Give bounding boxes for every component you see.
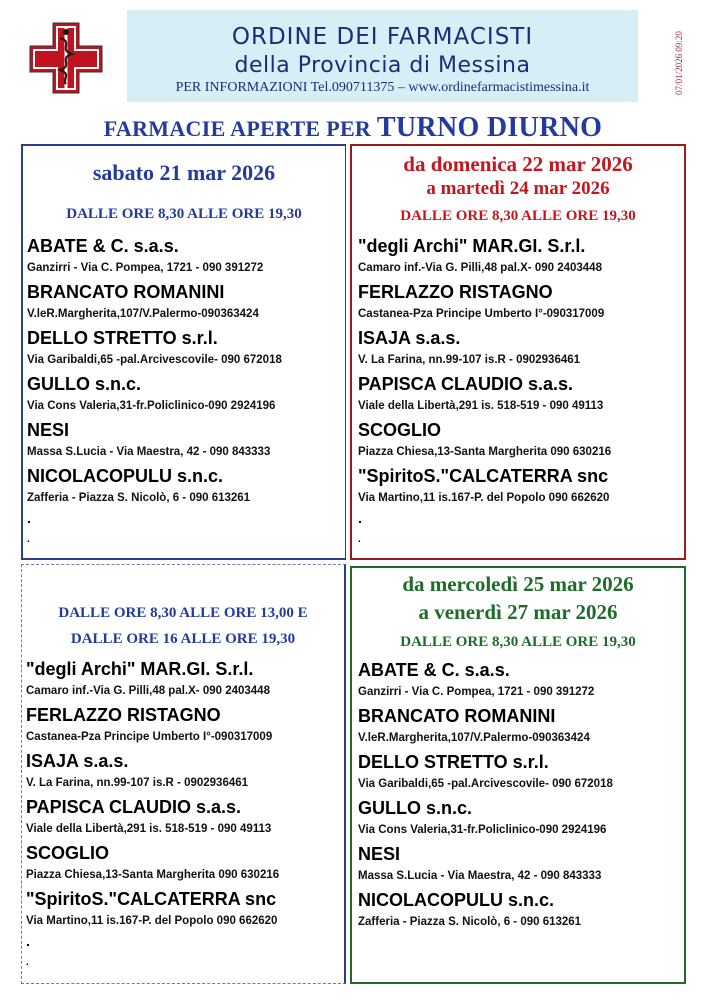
placeholder-dot: . <box>26 957 29 968</box>
pharmacy-name: NICOLACOPULU s.n.c. <box>27 466 224 486</box>
pharmacy-name: NESI <box>358 844 401 864</box>
pharmacy-address: Viale della Libertà,291 is. 518-519 - 090 49113 <box>26 823 272 835</box>
pharmacy-address: Piazza Chiesa,13-Santa Margherita 090 630216 <box>26 869 280 881</box>
info-line: PER INFORMAZIONI Tel.090711375 – www.ordinefarmacistimessina.it <box>175 80 590 95</box>
pharmacy-name: GULLO s.n.c. <box>358 798 473 818</box>
pharmacy-name: NICOLACOPULU s.n.c. <box>358 890 555 910</box>
main-title-prefix: FARMACIE APERTE PER <box>103 116 372 141</box>
pharmacy-address: Viale della Libertà,291 is. 518-519 - 090 49113 <box>358 400 604 412</box>
pharmacy-address: Massa S.Lucia - Via Maestra, 42 - 090 843333 <box>358 870 602 882</box>
pharmacy-name: SCOGLIO <box>358 420 442 440</box>
pharmacy-address: Zafferia - Piazza S. Nicolò, 6 - 090 613261 <box>27 492 251 504</box>
pharmacy-name: "SpiritoS."CALCATERRA snc <box>358 466 609 486</box>
pharmacy-name: NESI <box>27 420 70 440</box>
pharmacy-address: Ganzirri - Via C. Pompea, 1721 - 090 391272 <box>27 262 264 274</box>
main-title <box>0 112 706 144</box>
pharmacy-address: Camaro inf.-Via G. Pilli,48 pal.X- 090 2403448 <box>358 262 602 274</box>
org-subtitle: della Provincia di Messina <box>234 53 531 78</box>
pharmacy-address: Piazza Chiesa,13-Santa Margherita 090 630216 <box>358 446 612 458</box>
pharmacy-address: Zafferia - Piazza S. Nicolò, 6 - 090 613261 <box>358 916 582 928</box>
pharmacy-name: BRANCATO ROMANINI <box>27 282 225 302</box>
pharmacy-address: Via Cons Valeria,31-fr.Policlinico-090 2924196 <box>27 400 276 412</box>
box-saturday-split-hours <box>21 564 346 984</box>
pharmacy-address: Via Martino,11 is.167-P. del Popolo 090 662620 <box>26 915 278 927</box>
pharmacy-name: FERLAZZO RISTAGNO <box>26 705 221 725</box>
pharmacy-name: DELLO STRETTO s.r.l. <box>358 752 549 772</box>
header-banner <box>127 10 638 102</box>
box-sunday-tuesday <box>350 144 686 560</box>
pharmacy-address: Via Garibaldi,65 -pal.Arcivescovile- 090 672018 <box>358 778 613 790</box>
org-title: ORDINE DEI FARMACISTI <box>231 24 534 50</box>
box2-date-line2: a martedì 24 mar 2026 <box>426 178 610 199</box>
box3-hours-line1: DALLE ORE 8,30 ALLE ORE 13,00 E <box>58 605 308 621</box>
placeholder-dot: . <box>26 933 30 949</box>
pharmacy-name: ABATE & C. s.a.s. <box>358 660 510 680</box>
pharmacy-cross-logo <box>27 20 105 96</box>
box1-hours: DALLE ORE 8,30 ALLE ORE 19,30 <box>66 206 302 222</box>
pharmacy-name: "degli Archi" MAR.GI. S.r.l. <box>358 236 586 256</box>
pharmacy-name: SCOGLIO <box>26 843 110 863</box>
placeholder-dot: . <box>358 510 362 526</box>
box-saturday <box>21 144 346 560</box>
pharmacy-address: V. La Farina, nn.99-107 is.R - 0902936461 <box>26 777 249 789</box>
pharmacy-address: Massa S.Lucia - Via Maestra, 42 - 090 843333 <box>27 446 271 458</box>
box4-date-line1: da mercoledì 25 mar 2026 <box>402 572 634 596</box>
pharmacy-address: Via Garibaldi,65 -pal.Arcivescovile- 090 672018 <box>27 354 282 366</box>
pharmacy-address: Castanea-Pza Principe Umberto I°-090317009 <box>26 731 273 743</box>
pharmacy-name: "degli Archi" MAR.GI. S.r.l. <box>26 659 254 679</box>
box1-date: sabato 21 mar 2026 <box>92 160 276 185</box>
pharmacy-address: V.leR.Margherita,107/V.Palermo-090363424 <box>358 732 590 744</box>
pharmacy-name: ABATE & C. s.a.s. <box>27 236 179 256</box>
main-title-emphasis: TURNO DIURNO <box>376 112 603 143</box>
pharmacy-name: PAPISCA CLAUDIO s.a.s. <box>358 374 574 394</box>
pharmacy-name: GULLO s.n.c. <box>27 374 142 394</box>
pharmacy-name: ISAJA s.a.s. <box>358 328 461 348</box>
pharmacy-address: V. La Farina, nn.99-107 is.R - 0902936461 <box>358 354 581 366</box>
box4-hours: DALLE ORE 8,30 ALLE ORE 19,30 <box>400 634 636 650</box>
pharmacy-name: FERLAZZO RISTAGNO <box>358 282 553 302</box>
box2-hours: DALLE ORE 8,30 ALLE ORE 19,30 <box>400 208 636 224</box>
pharmacy-address: Via Martino,11 is.167-P. del Popolo 090 662620 <box>358 492 610 504</box>
placeholder-dot: . <box>358 534 361 545</box>
pharmacy-name: PAPISCA CLAUDIO s.a.s. <box>26 797 242 817</box>
pharmacy-address: V.leR.Margherita,107/V.Palermo-090363424 <box>27 308 259 320</box>
pharmacy-name: "SpiritoS."CALCATERRA snc <box>26 889 277 909</box>
document-code: 07/01/2026 09:20 <box>674 31 684 95</box>
box2-date-line1: da domenica 22 mar 2026 <box>403 152 633 176</box>
placeholder-dot: . <box>27 534 30 545</box>
pharmacy-address: Ganzirri - Via C. Pompea, 1721 - 090 391272 <box>358 686 595 698</box>
pharmacy-name: ISAJA s.a.s. <box>26 751 129 771</box>
box4-date-line2: a venerdì 27 mar 2026 <box>418 600 618 624</box>
pharmacy-address: Castanea-Pza Principe Umberto I°-090317009 <box>358 308 605 320</box>
pharmacy-address: Via Cons Valeria,31-fr.Policlinico-090 2924196 <box>358 824 607 836</box>
pharmacy-name: BRANCATO ROMANINI <box>358 706 556 726</box>
box-wednesday-friday <box>350 566 686 984</box>
box3-hours-line2: DALLE ORE 16 ALLE ORE 19,30 <box>70 631 296 647</box>
pharmacy-name: DELLO STRETTO s.r.l. <box>27 328 218 348</box>
pharmacy-address: Camaro inf.-Via G. Pilli,48 pal.X- 090 2403448 <box>26 685 270 697</box>
placeholder-dot: . <box>27 510 31 526</box>
